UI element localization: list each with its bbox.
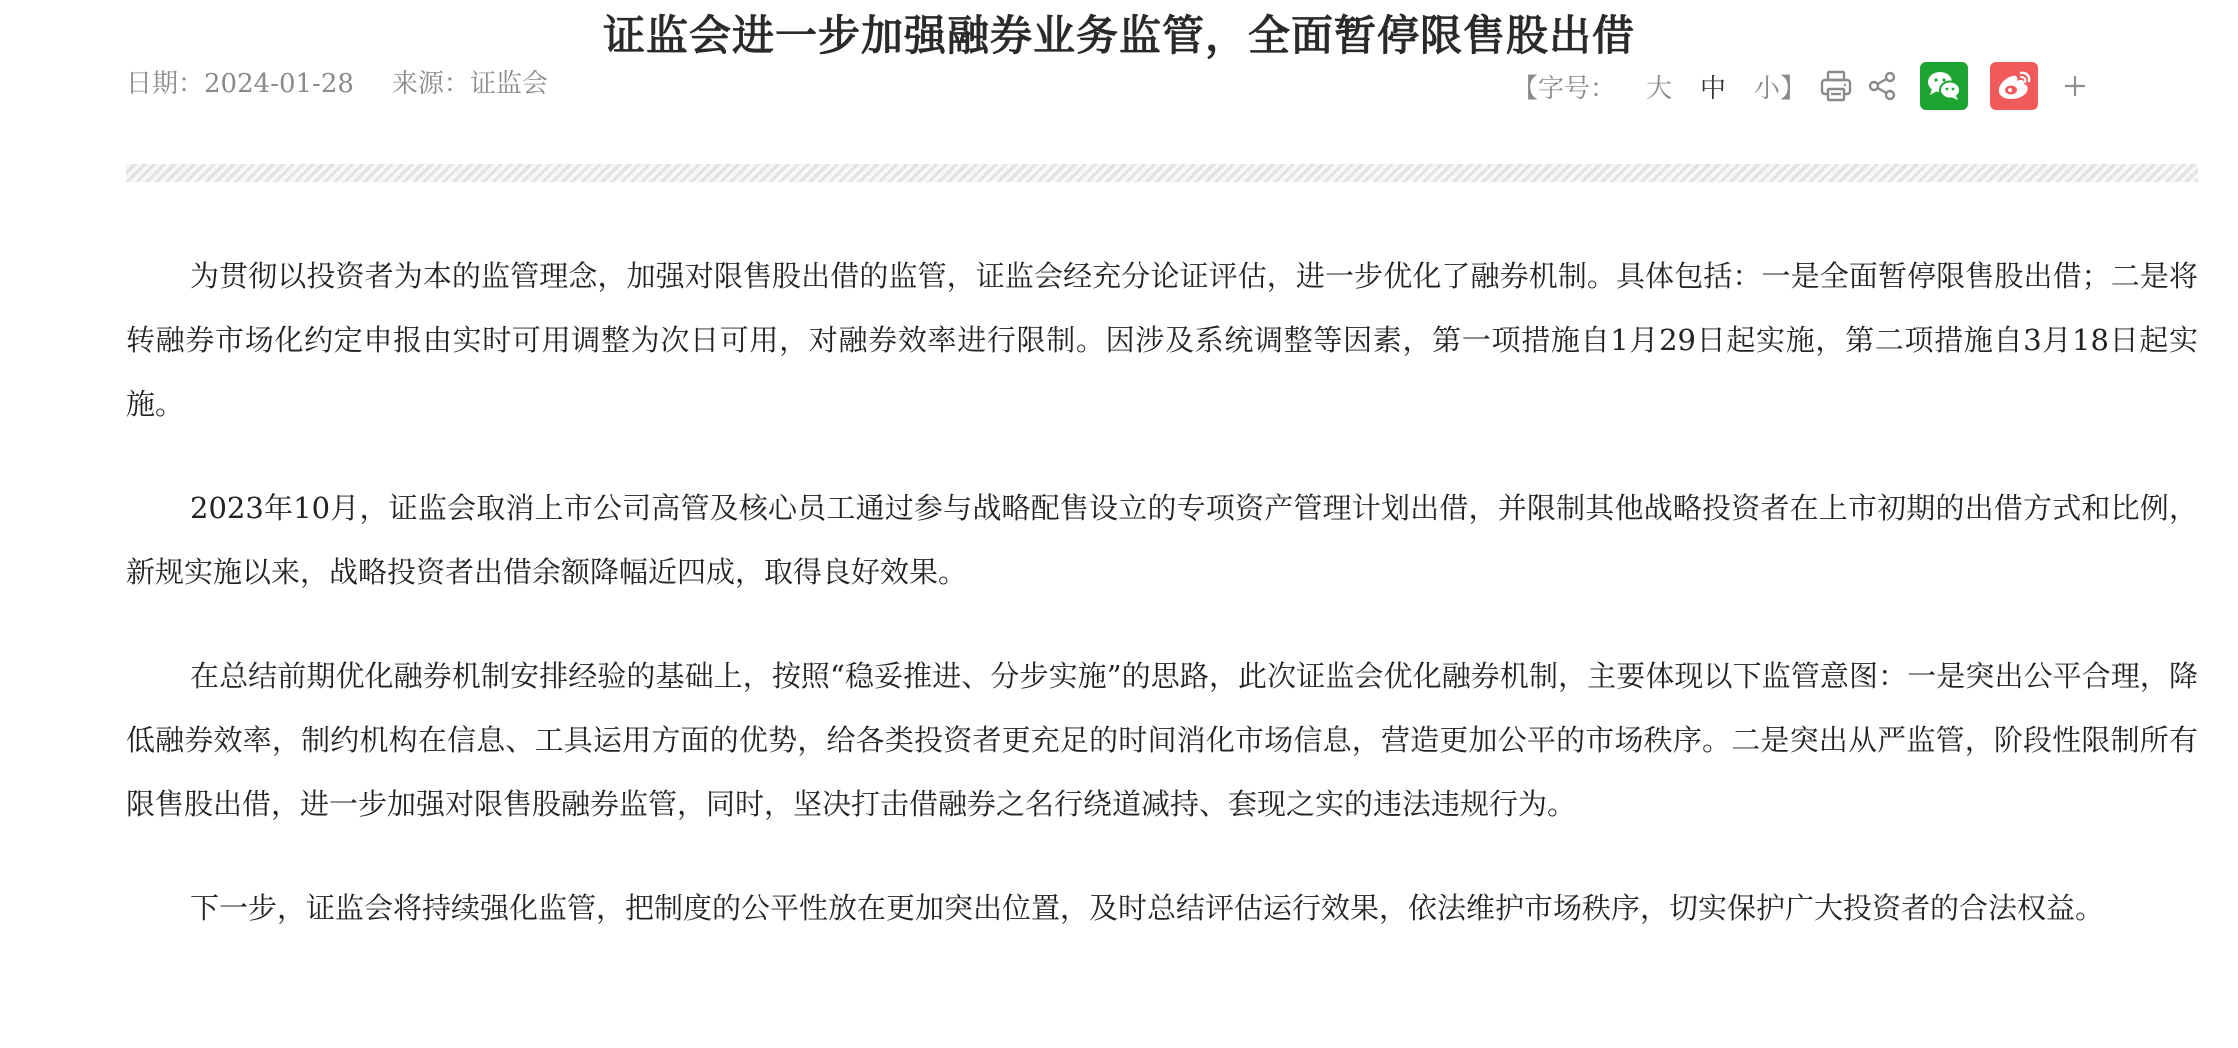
page-title: 证监会进一步加强融券业务监管，全面暂停限售股出借 <box>602 11 1635 60</box>
article-toolbar <box>1512 62 2092 110</box>
article-body <box>126 244 2198 980</box>
share-icon[interactable] <box>1864 68 1900 104</box>
article-paragraph: 为贯彻以投资者为本的监管理念，加强对限售股出借的监管，证监会经充分论证评估，进一步优化了融券机制。具体包括：一是全面暂停限售股出借；二是将转融券市场化约定申报由实时可用调整为次日可用，对融券效率进行限制。因涉及系统调整等因素，第一项措施自1月29日起实施，第二项措施自3月18日起实施。 <box>126 259 2198 421</box>
font-size-small-button[interactable]: 小】 <box>1753 73 1806 104</box>
font-size-medium-button[interactable]: 中 <box>1699 73 1726 104</box>
publish-date <box>126 66 354 102</box>
article-source <box>392 66 548 102</box>
font-size-switcher <box>1512 68 1806 105</box>
article-paragraph: 在总结前期优化融券机制安排经验的基础上，按照“稳妥推进、分步实施”的思路，此次证监会优化融券机制，主要体现以下监管意图：一是突出公平合理，降低融券效率，制约机构在信息、工具运用方面的优势，给各类投资者更充足的时间消化市场信息，营造更加公平的市场秩序。二是突出从严监管，阶段性限制所有限售股出借，进一步加强对限售股融券监管，同时，坚决打击借融券之名行绕道减持、套现之实的违法违规行为。 <box>126 659 2198 821</box>
date-label: 日期： <box>126 69 205 99</box>
wechat-icon[interactable] <box>1920 62 1968 110</box>
font-size-label: 【字号： <box>1511 73 1616 104</box>
font-size-large-button[interactable]: 大 <box>1645 73 1672 104</box>
header-divider <box>126 164 2198 182</box>
weibo-icon[interactable] <box>1990 62 2038 110</box>
source-label: 来源： <box>391 69 470 99</box>
source-value: 证监会 <box>469 69 548 99</box>
article-paragraph: 下一步，证监会将持续强化监管，把制度的公平性放在更加突出位置，及时总结评估运行效果，依法维护市场秩序，切实保护广大投资者的合法权益。 <box>190 891 2105 925</box>
more-plus-icon[interactable] <box>2058 69 2092 103</box>
print-icon[interactable] <box>1818 68 1854 104</box>
date-value: 2024-01-28 <box>204 69 354 99</box>
article-meta <box>126 66 548 102</box>
article-paragraph: 2023年10月，证监会取消上市公司高管及核心员工通过参与战略配售设立的专项资产管理计划出借，并限制其他战略投资者在上市初期的出借方式和比例，新规实施以来，战略投资者出借余额降幅近四成，取得良好效果。 <box>126 491 2198 589</box>
